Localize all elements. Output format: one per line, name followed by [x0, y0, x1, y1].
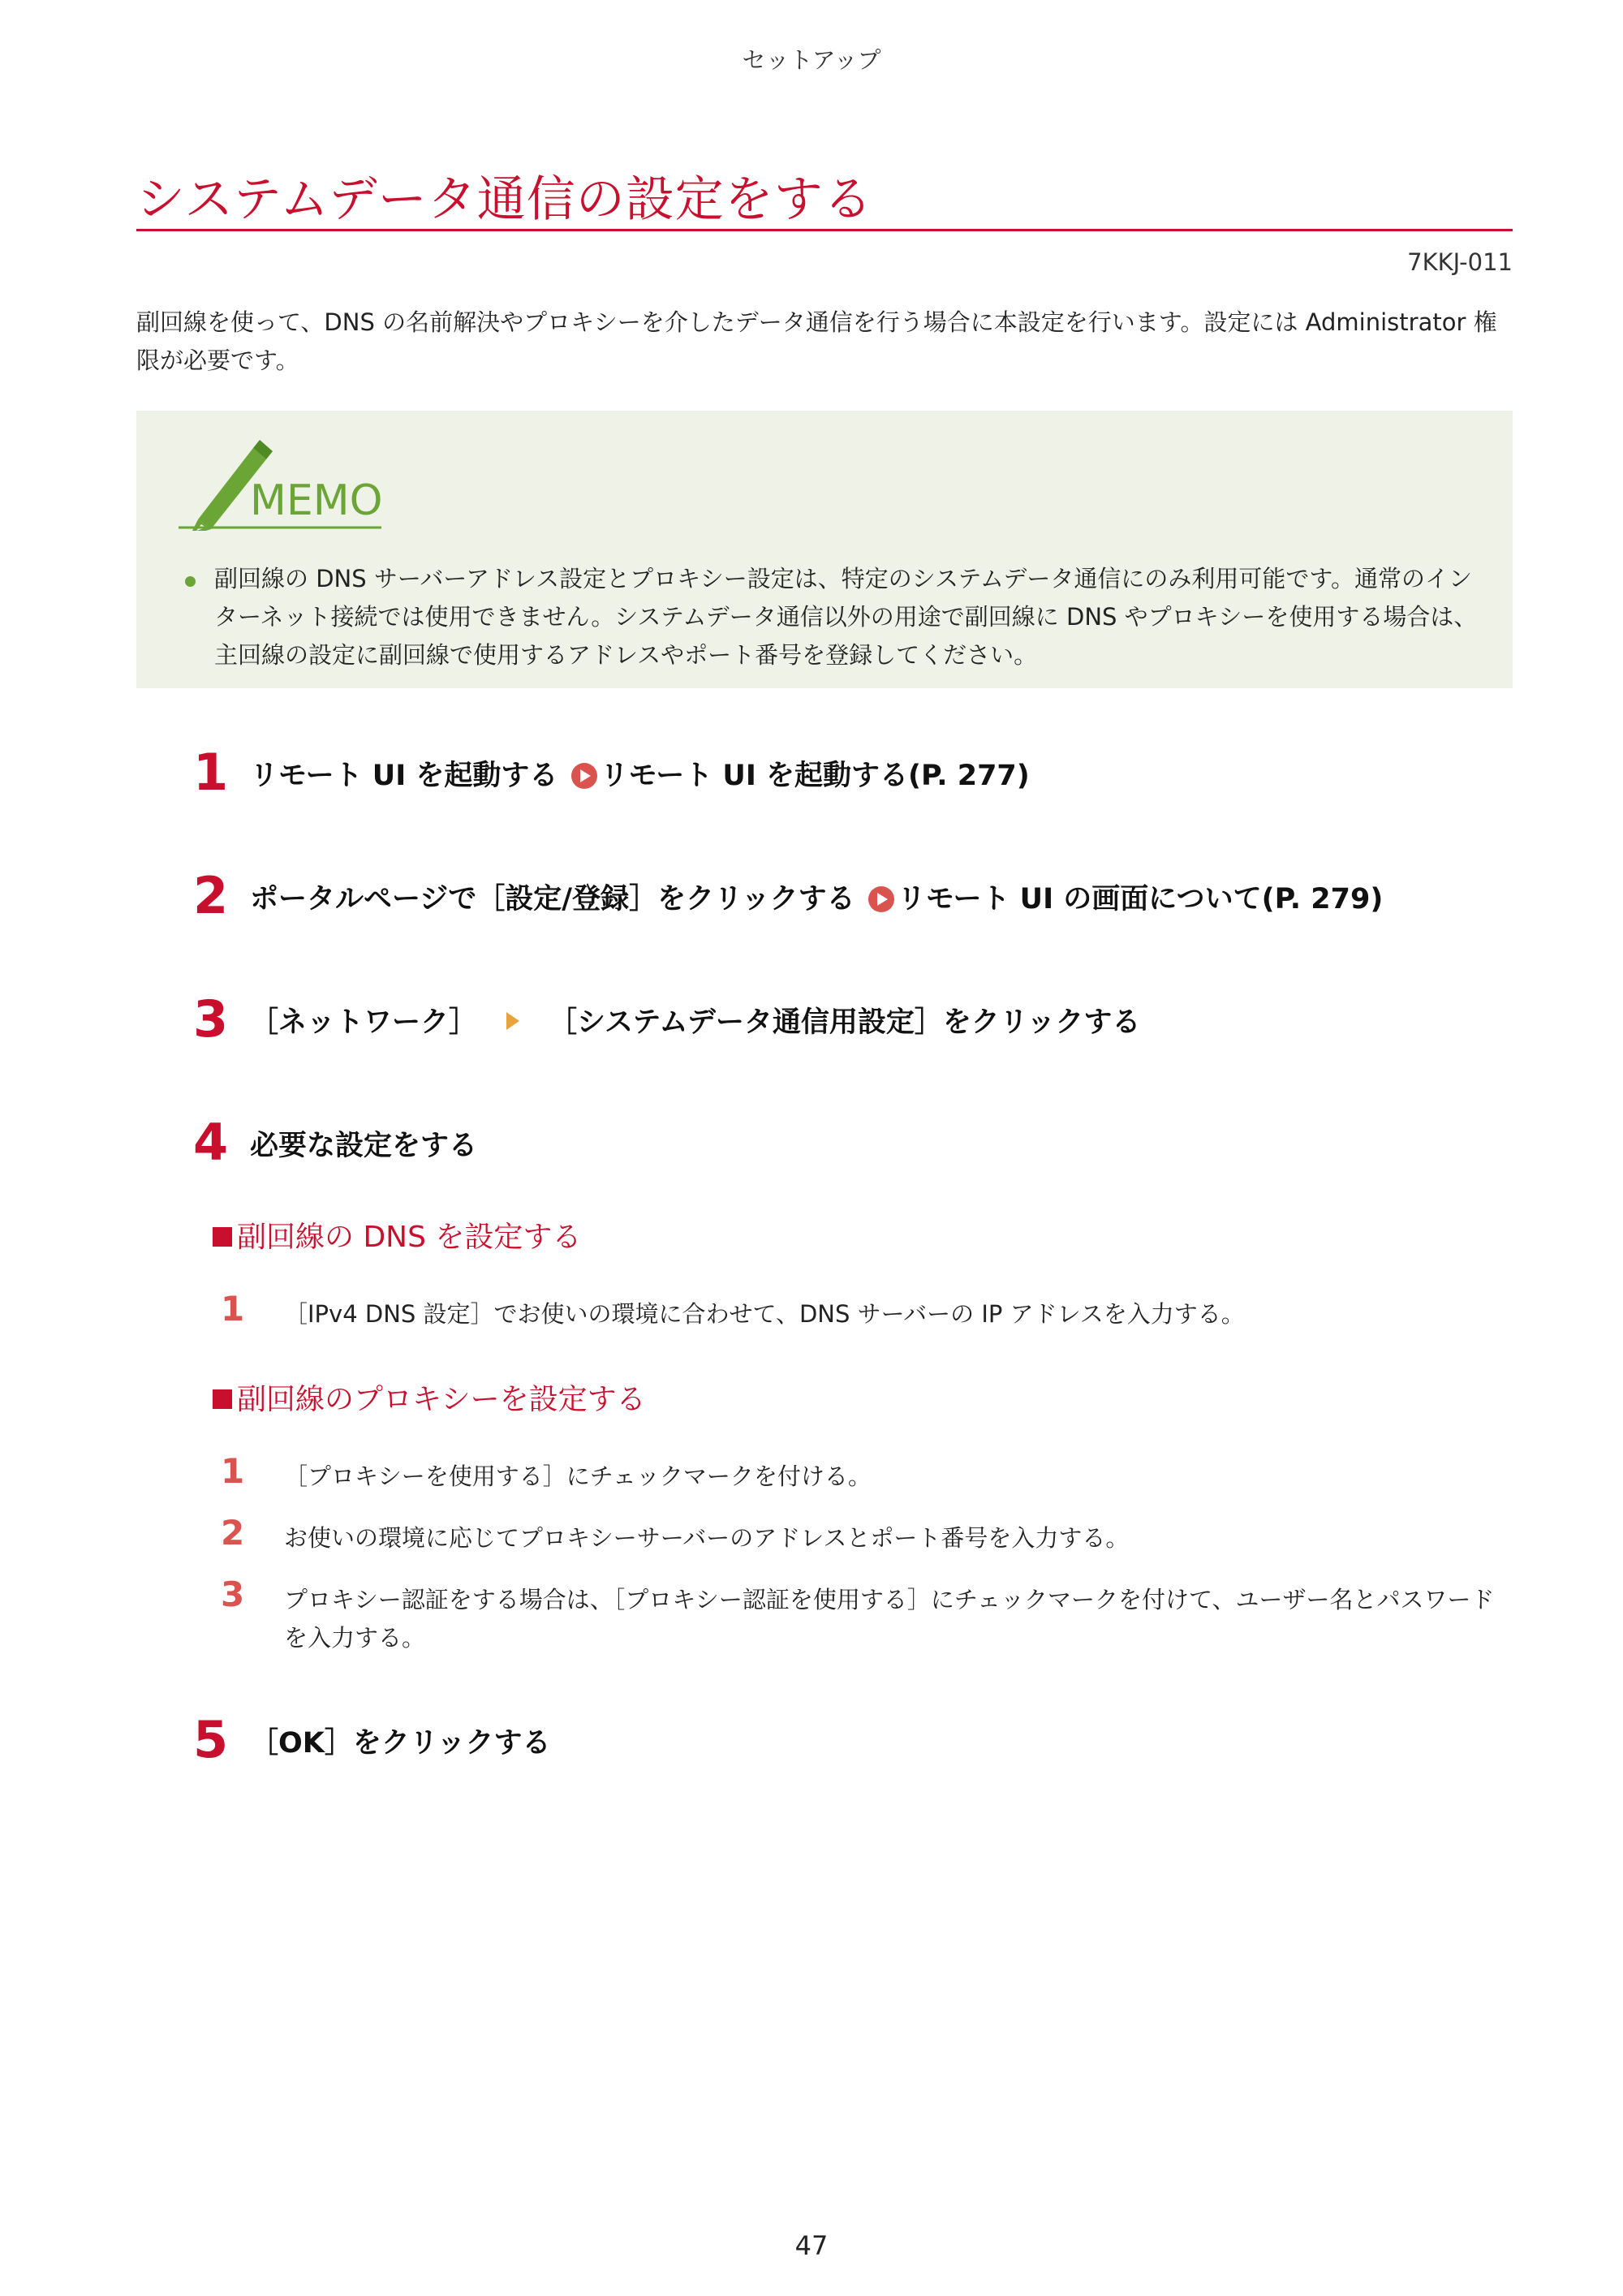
step-text: ［OK］をクリックする: [250, 1727, 551, 1760]
triangle-right-icon: [506, 1012, 519, 1030]
substep-number: 1: [221, 1451, 245, 1491]
substep-number: 2: [221, 1513, 245, 1553]
pencil-icon: [172, 433, 383, 531]
memo-box: [136, 411, 1513, 688]
link-arrow-icon: [571, 763, 597, 789]
page-title: システムデータ通信の設定をする: [136, 171, 873, 228]
step-text: [250, 877, 1383, 917]
step-number: 3: [193, 989, 229, 1049]
memo-label: MEMO: [250, 476, 383, 525]
substep-text: ［プロキシーを使用する］にチェックマークを付ける。: [284, 1462, 872, 1490]
step-text: [250, 753, 1030, 794]
memo-bullet: [185, 576, 196, 587]
reference-link[interactable]: リモート UI を起動する(P. 277): [600, 760, 1030, 792]
section-heading-proxy: [213, 1376, 646, 1418]
substep-number: 3: [221, 1574, 245, 1614]
step-number: 5: [193, 1710, 229, 1769]
reference-link[interactable]: リモート UI の画面について(P. 279): [897, 883, 1384, 915]
document-id: 7KKJ-011: [1407, 248, 1513, 276]
running-header: セットアップ: [742, 46, 881, 74]
intro-paragraph: 副回線を使って、DNS の名前解決やプロキシーを介したデータ通信を行う場合に本設定を行います。設定には Administrator 権限が必要です。: [136, 308, 1497, 374]
section-heading-dns: [213, 1214, 581, 1256]
substep-text: プロキシー認証をする場合は、［プロキシー認証を使用する］にチェックマークを付けて、ユーザー名とパスワードを入力する。: [284, 1586, 1495, 1652]
step-number: 4: [193, 1113, 229, 1172]
step-number: 1: [193, 743, 229, 802]
square-bullet-icon: [213, 1227, 232, 1247]
page-number: 47: [794, 2230, 829, 2261]
square-bullet-icon: [213, 1389, 232, 1409]
step-label: リモート UI を起動する: [250, 760, 558, 792]
section-heading-text: 副回線のプロキシーを設定する: [237, 1383, 646, 1416]
step-label: ポータルページで［設定/登録］をクリックする: [250, 883, 855, 915]
step-label-network: ［ネットワーク］: [250, 1006, 478, 1039]
substep-number: 1: [221, 1289, 245, 1329]
memo-text: 副回線の DNS サーバーアドレス設定とプロキシー設定は、特定のシステムデータ通信にのみ利用可能です。通常のインターネット接続では使用できません。システムデータ通信以外の用途で副回線に DNS やプロキシーを使用する場合は、主回線の設定に副回線で使用するアドレスやポート番号を登録してください。: [214, 565, 1478, 669]
substep-text: お使いの環境に応じてプロキシーサーバーのアドレスとポート番号を入力する。: [284, 1524, 1130, 1552]
step-text: [250, 1000, 1140, 1040]
title-underline: [136, 229, 1513, 231]
link-arrow-icon: [868, 886, 894, 912]
substep-text: ［IPv4 DNS 設定］でお使いの環境に合わせて、DNS サーバーの IP アドレスを入力する。: [284, 1300, 1245, 1328]
step-number: 2: [193, 866, 229, 925]
memo-logo: [172, 433, 383, 531]
step-text: 必要な設定をする: [250, 1130, 478, 1162]
section-heading-text: 副回線の DNS を設定する: [237, 1221, 582, 1254]
step-label-system-data: ［システムデータ通信用設定］をクリックする: [549, 1006, 1141, 1039]
